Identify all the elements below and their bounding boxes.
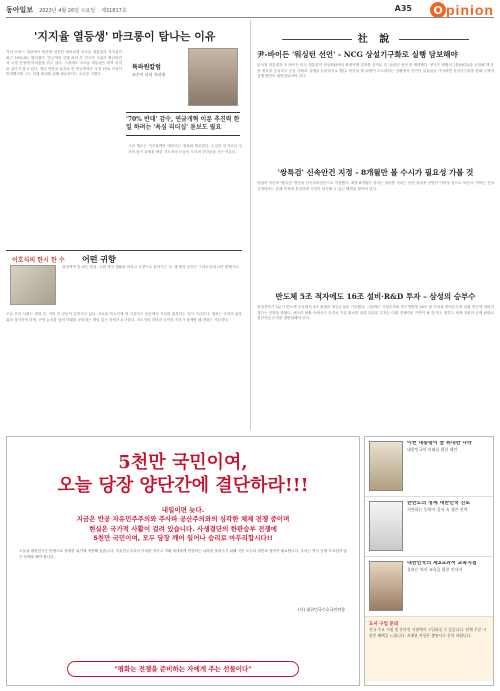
ad-sub-line-3: 현실은 국가적 사활이 걸려 있습니다. 사생결단의 한판승부 전쟁에 — [89, 524, 277, 533]
header-divider — [6, 17, 494, 18]
opinion-section-logo — [430, 2, 494, 18]
poem-corner-headline: 어떤 귀향 — [82, 254, 116, 264]
opinion-logo-text: pinion — [446, 2, 494, 18]
issue-number: 제31817호 — [101, 7, 127, 14]
bottom-left-article: 오늘 우리 사회는 세대 간, 지역 간 갈등이 깊어지고 있다. 서로의 목소리에 귀 기울이고 공동체의 가치를 회복하는 일이 시급하다. 정치는 국민의 삶을 위한 것이어야 하며, 진영 논리를 넘어 미래를 준비하는 책임 있는 자세가 요구된다. 지도자의 결단과 국민의 지지가 함께할 때 변화는 가능하다. — [6, 312, 242, 322]
ad-sub-line-4: 5천만 국민이여, 모두 당장 깨어 일어나 승리로 마무리합시다!! — [93, 534, 273, 543]
editorial-label: 社 說 — [257, 30, 494, 45]
author-photo — [188, 48, 238, 106]
book-title: 이번 대통령이 꿈 위대한 나라 — [407, 441, 472, 446]
poem-corner-tag: 이호식의 한시 한 수 — [12, 257, 65, 264]
ad-subheadline — [7, 506, 359, 544]
book-ad-text — [403, 441, 472, 492]
editorial-1-body: 윤석열 대통령과 조 바이든 미국 대통령이 정상회담에서 확장억제 강화를 골자로 한 '워싱턴 선언'을 채택했다. 양국은 핵협의그룹(NCG)을 신설해 핵 운용 정보를 공유하고 공동 기획과 실행을 논의하기로 했다. 북한의 핵 위협이 고도화되는 상황에서 선언이 실효성을 가지려면 상설기구화를 통해 구체적 실행 방안이 뒷받침되어야 한다. — [257, 63, 494, 79]
book-order-banner — [365, 617, 493, 681]
book-banner-body: 전국 주요 서점 및 온라인 서점에서 구입하실 수 있습니다. 단체 주문 시 할인 혜택을 드립니다. 자세한 사항은 출판사로 문의 바랍니다. — [369, 627, 487, 638]
poem-corner-body: 형형색색 꽃 피는 봄날, 오랜 객지 생활을 마치고 고향으로 돌아가는 길. 옛 벗과 산천은 그대로인데 나만 변했구나. — [62, 265, 240, 269]
advocacy-advertisement — [6, 436, 360, 686]
book-description: 올바른 역사 교육을 위한 안내서 — [407, 566, 463, 572]
editorial-1-headline: 尹-바이든 '워싱턴 선언' - NCG 상설기구화로 실행 담보해야 — [257, 50, 458, 59]
masthead: 동아일보 — [6, 6, 34, 14]
column-headline: '지지율 열등생' 마크롱이 탐나는 이유 — [34, 30, 216, 43]
ad-body-text: 오늘날 대한민국은 안팎으로 중대한 위기에 직면해 있습니다. 자유민주주의의 가치를 지키고 미래 세대에게 번영하는 나라를 물려주기 위해 국민 모두의 결단과 참여가 필요합니다. 우리는 역사 앞에 부끄럽지 않은 선택을 해야 합니다. — [19, 549, 347, 559]
book-ad — [365, 497, 493, 557]
column-body-right: 그의 행보는 지지율에만 매달리는 정치와 대조된다. 눈앞의 인기보다 국가의 장기 과제를 택한 지도자의 모습이 오히려 부러움을 사는 이유다. — [128, 144, 242, 154]
book-cover-image — [369, 441, 403, 491]
ad-headline-line-2: 오늘 당장 양단간에 결단하라!!! — [57, 475, 309, 497]
poem-corner — [6, 250, 242, 306]
ad-headline-line-1: 5천만 국민이여, — [118, 452, 248, 473]
correspondent-column — [6, 20, 242, 308]
author-byline: 조은아 파리 특파원 — [132, 72, 166, 77]
book-banner-title: 도서 구입 문의 — [369, 622, 399, 627]
editorial-section — [250, 20, 494, 430]
poem-corner-illustration — [10, 265, 56, 305]
ad-sub-line-1: 내일이면 늦다. — [161, 505, 205, 514]
ad-sponsor: (사) 대한민국수호국민연합 — [298, 607, 345, 613]
book-cover-image — [369, 561, 403, 611]
book-description: 격변하는 동북아 질서 속 생존 전략 — [407, 506, 468, 512]
column-label: 특파원칼럼 — [132, 64, 161, 71]
editorial-2-body: 야권이 이른바 '쌍특검' 법안을 신속처리안건으로 지정했다. 최장 8개월이 걸리는 절차를 거치는 동안 정치적 공방이 이어질 것으로 보인다. 여야는 진상 규명이라는 본래 목적에 충실하며 국민이 납득할 수 있는 해법을 찾아야 한다. — [257, 181, 494, 191]
page-header — [6, 4, 494, 16]
editorial-3-body: 삼성전자가 1분기 반도체 부문에서 4조 원대의 영업손실을 기록했다. 그럼에도 시설투자와 연구개발에 16조 원 이상을 쏟아부으며 업황 반등에 대비하겠다는 전략을 밝혔다. 메모리 불황 속에서도 초격차 기술 확보를 위한 과감한 투자는 미래 경쟁력의 기반이 될 것이다. 정부도 세제 지원과 규제 완화로 첨단산업 투자를 뒷받침해야 한다. — [257, 305, 494, 321]
book-ad-text — [403, 561, 477, 612]
book-advertisements — [364, 436, 494, 686]
book-ad — [365, 437, 493, 497]
book-cover-image — [369, 501, 403, 551]
editorial-3-headline: 반도체 5조 적자에도 16조 설비·R&D 투자 – 삼성의 승부수 — [275, 292, 476, 301]
ad-slogan: "평화는 전쟁을 준비하는 자에게 주는 선물이다" — [67, 661, 299, 677]
editorial-2-headline: '쌍특검' 신속안건 지정 - 8개월만 볼 수시가 필요성 가볼 것 — [277, 168, 474, 177]
page-number: A35 — [394, 4, 412, 13]
book-description: 대한민국의 미래를 위한 제언 — [407, 446, 458, 452]
ad-sub-line-2: 지금은 반공 자유민주주의와 주사파 공산주의와의 심각한 체제 전쟁 중이며 — [76, 515, 290, 524]
ad-headline — [7, 451, 359, 498]
book-ad — [365, 557, 493, 617]
opinion-logo-circle: O — [430, 2, 446, 18]
book-title: 한반도의 정세 대한민국 진로 — [407, 501, 471, 506]
pull-quote: '70% 반대' 감수, 연금개혁 이룬 추진력 한 일 하려는 '욕심 리더십' 돋보도 필요 — [126, 112, 240, 136]
book-title: 대한민국의 제3교과서 교육지침 — [407, 561, 477, 566]
book-ad-text — [403, 501, 470, 552]
dateline: 2023년 4월 26일 수요일 — [39, 7, 96, 14]
column-body-left: 지난 프랑스 대선에서 재선에 성공한 에마뉘엘 마크롱 대통령의 지지율이 최근 20%대로 떨어졌다. 연금개혁 강행 처리 후 전국적 시위가 확산되면서 국정 운영에 어려움을 겪고 있다. 그럼에도 마크롱 대통령은 개혁 의지를 굽히지 않고 있다. 정년 연장을 골자로 한 연금개혁은 국민 70% 이상이 반대했지만 그는 미래 세대를 위해 필요하다는 소신을 지켰다. — [6, 50, 122, 77]
